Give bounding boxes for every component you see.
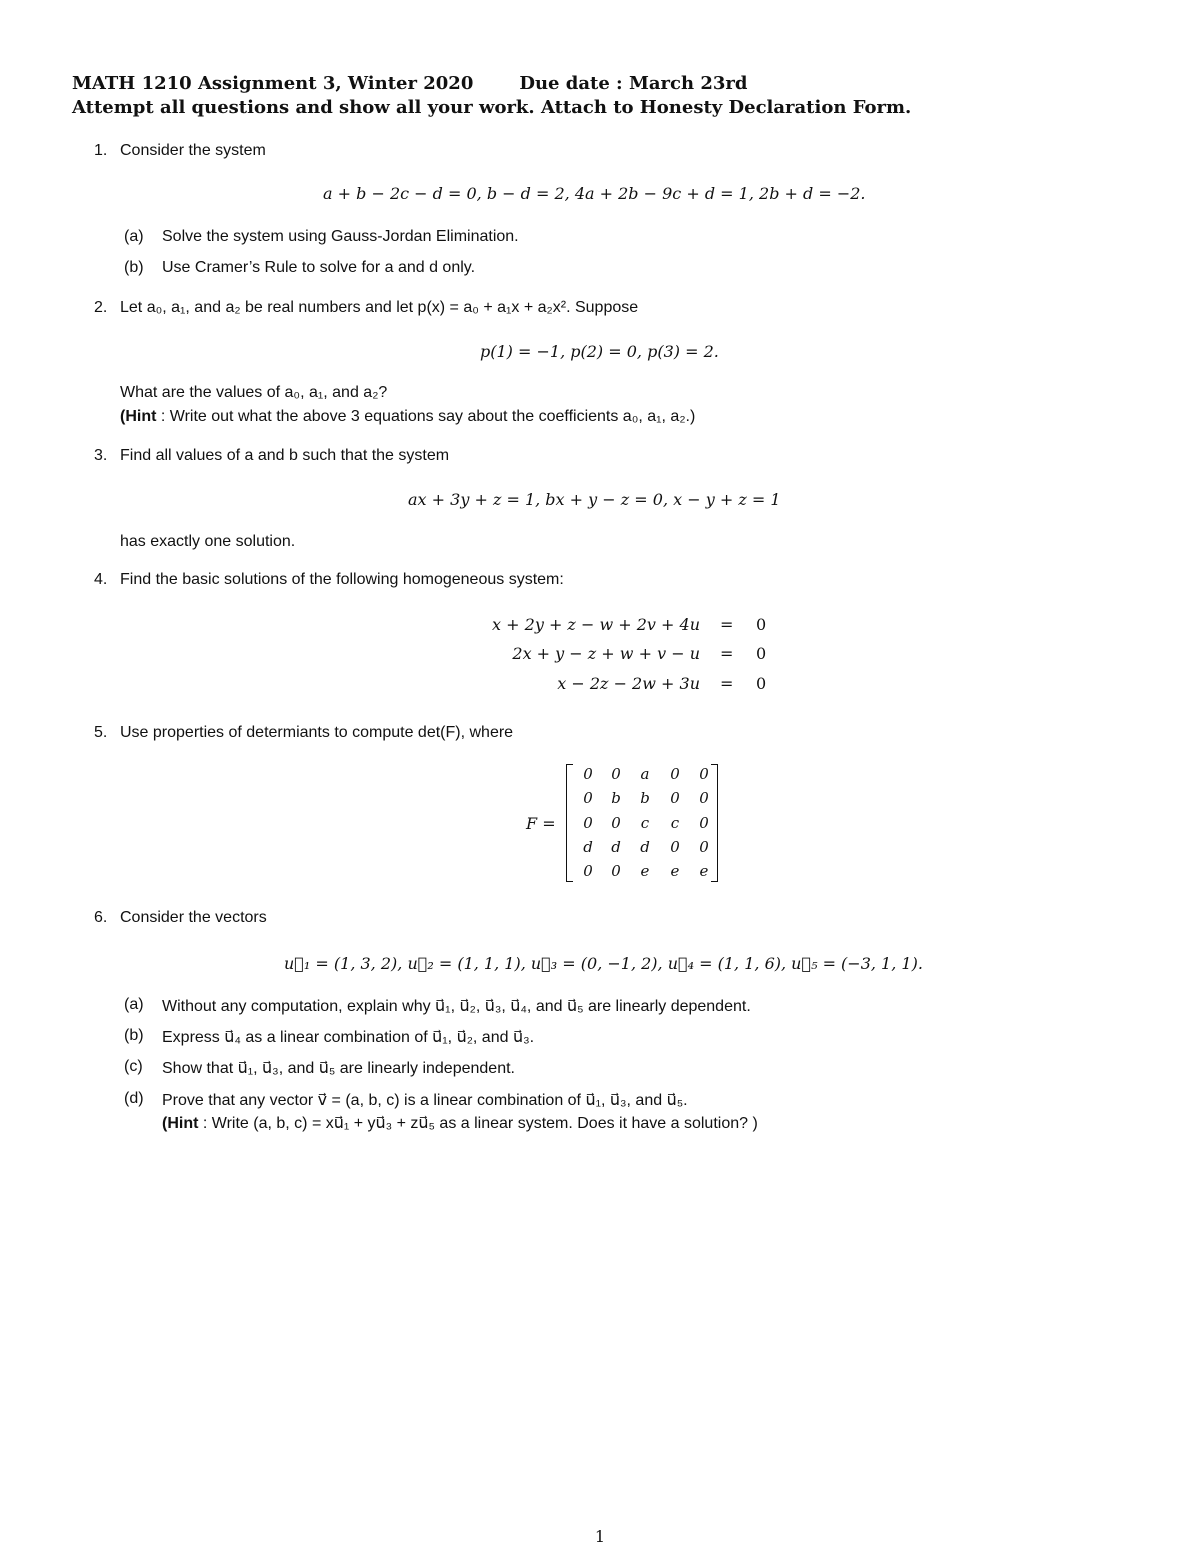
q6b-text: Express u⃗₄ as a linear combination of u⃗₁, u⃗₂, and u⃗₃. bbox=[162, 1029, 535, 1046]
q1a-label: (a) bbox=[124, 228, 144, 245]
matrix-cell: e bbox=[670, 862, 680, 880]
matrix-cell: 0 bbox=[699, 765, 709, 783]
matrix-cell: 0 bbox=[670, 765, 680, 783]
q3-text: Find all values of a and b such that the system bbox=[120, 447, 450, 464]
matrix-cell: a bbox=[640, 765, 650, 783]
matrix-cell: 0 bbox=[699, 814, 709, 832]
matrix-cell: 0 bbox=[670, 789, 680, 807]
q2-question: What are the values of a₀, a₁, and a₂? bbox=[120, 384, 388, 401]
q6-number: 6. bbox=[94, 909, 108, 926]
q5-number: 5. bbox=[94, 724, 108, 741]
matrix-cell: 0 bbox=[583, 862, 593, 880]
q2-values: p(1) = −1, p(2) = 0, p(3) = 2. bbox=[480, 342, 719, 361]
q1-number: 1. bbox=[94, 142, 108, 159]
matrix-cell: 0 bbox=[699, 789, 709, 807]
q6-hint bbox=[162, 1113, 758, 1133]
q1-text: Consider the system bbox=[120, 142, 266, 159]
q6d-text: Prove that any vector v⃗ = (a, b, c) is a linear combination of u⃗₁, u⃗₃, and u⃗₅. bbox=[162, 1092, 688, 1109]
q4-row-3-lhs: x − 2z − 2w + 3u bbox=[557, 674, 700, 693]
q5-text: Use properties of determiants to compute det(F), where bbox=[120, 724, 514, 741]
matrix-cell: 0 bbox=[583, 814, 593, 832]
q4-row-3-eq: = bbox=[720, 674, 734, 693]
matrix-cell: 0 bbox=[611, 765, 621, 783]
q6b-label: (b) bbox=[124, 1027, 144, 1044]
instructions: Attempt all questions and show all your work. Attach to Honesty Declaration Form. bbox=[72, 97, 912, 118]
q4-text: Find the basic solutions of the following homogeneous system: bbox=[120, 571, 564, 588]
q6d-label: (d) bbox=[124, 1090, 144, 1107]
header-line-1 bbox=[72, 73, 747, 94]
matrix-cell: b bbox=[611, 789, 621, 807]
q2-hint bbox=[120, 408, 695, 426]
q4-row-1-eq: = bbox=[720, 615, 734, 634]
matrix-cell: c bbox=[670, 814, 680, 832]
q6a-label: (a) bbox=[124, 996, 144, 1013]
hint-text: : Write out what the above 3 equations say about the coefficients a₀, a₁, a₂.) bbox=[156, 408, 696, 425]
q1b-text: Use Cramer’s Rule to solve for a and d only. bbox=[162, 259, 476, 276]
q3-after: has exactly one solution. bbox=[120, 533, 296, 550]
q4-row-1-lhs: x + 2y + z − w + 2v + 4u bbox=[492, 615, 700, 634]
hint-label: (Hint bbox=[120, 408, 157, 425]
matrix-cell: d bbox=[640, 838, 650, 856]
q2-text: Let a₀, a₁, and a₂ be real numbers and let p(x) = a₀ + a₁x + a₂x². Suppose bbox=[120, 299, 639, 316]
q6c-label: (c) bbox=[124, 1058, 143, 1075]
matrix-cell: 0 bbox=[699, 838, 709, 856]
q4-row-3-rhs: 0 bbox=[756, 674, 767, 693]
assignment-title: MATH 1210 Assignment 3, Winter 2020 bbox=[72, 73, 474, 94]
q3-number: 3. bbox=[94, 447, 108, 464]
matrix-cell: 0 bbox=[583, 765, 593, 783]
matrix-cell: 0 bbox=[670, 838, 680, 856]
matrix-cell: d bbox=[611, 838, 621, 856]
left-bracket bbox=[566, 764, 573, 882]
q4-row-2-eq: = bbox=[720, 644, 734, 663]
q6-vectors: u⃗₁ = (1, 3, 2), u⃗₂ = (1, 1, 1), u⃗₃ = (0, −1, 2), u⃗₄ = (1, 1, 6), u⃗₅ = (−3, 1, 1). bbox=[284, 954, 923, 973]
due-date: Due date : March 23rd bbox=[519, 73, 748, 94]
q2-number: 2. bbox=[94, 299, 108, 316]
page-number: 1 bbox=[594, 1527, 606, 1546]
q4-number: 4. bbox=[94, 571, 108, 588]
hint-text: : Write (a, b, c) = xu⃗₁ + yu⃗₃ + zu⃗₅ as a linear system. Does it have a solution? ) bbox=[198, 1115, 758, 1132]
q6-text: Consider the vectors bbox=[120, 909, 267, 926]
q6a-text: Without any computation, explain why u⃗₁, u⃗₂, u⃗₃, u⃗₄, and u⃗₅ are linearly dependent. bbox=[162, 998, 751, 1015]
hint-label: (Hint bbox=[162, 1115, 199, 1132]
q1a-text: Solve the system using Gauss-Jordan Elimination. bbox=[162, 228, 519, 245]
matrix-cell: 0 bbox=[611, 814, 621, 832]
matrix-cell: d bbox=[583, 838, 593, 856]
q1b-label: (b) bbox=[124, 259, 144, 276]
q4-row-1-rhs: 0 bbox=[756, 615, 767, 634]
matrix-cell: e bbox=[640, 862, 650, 880]
q4-row-2-rhs: 0 bbox=[756, 644, 767, 663]
matrix-F bbox=[566, 764, 718, 882]
matrix-cell: b bbox=[640, 789, 650, 807]
q4-row-2-lhs: 2x + y − z + w + v − u bbox=[512, 644, 700, 663]
q6c-text: Show that u⃗₁, u⃗₃, and u⃗₅ are linearly independent. bbox=[162, 1060, 515, 1077]
q1-system: a + b − 2c − d = 0, b − d = 2, 4a + 2b − 9c + d = 1, 2b + d = −2. bbox=[323, 184, 866, 203]
matrix-cell: 0 bbox=[583, 789, 593, 807]
matrix-cell: c bbox=[640, 814, 650, 832]
q3-system: ax + 3y + z = 1, bx + y − z = 0, x − y + z = 1 bbox=[408, 490, 781, 509]
matrix-cell: e bbox=[699, 862, 709, 880]
matrix-lhs: F = bbox=[526, 814, 556, 833]
matrix-cell: 0 bbox=[611, 862, 621, 880]
